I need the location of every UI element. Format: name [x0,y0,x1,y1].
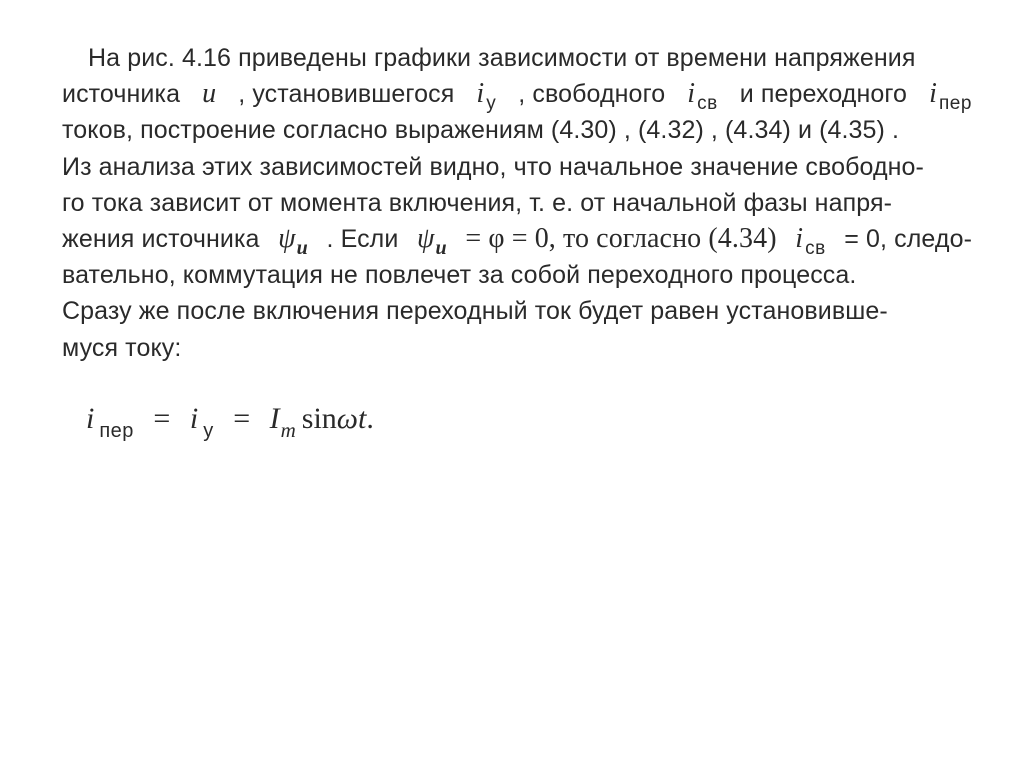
text-segment: и переходного [739,80,908,109]
paragraph [62,40,972,366]
symbol-psi: ψ [278,222,296,254]
symbol-i: i [86,402,95,435]
symbol-i: i [795,222,804,254]
symbol-u: u [202,78,217,110]
text-line-4 [62,149,972,185]
subscript: у [203,420,214,442]
text-line-8 [62,293,972,329]
argument: ωt [336,402,367,435]
text-segment: источника [62,80,181,109]
subscript: m [280,418,296,442]
symbol-i-steady [476,76,496,115]
subscript: св [805,237,826,259]
text-line-3-content: токов, построение согласно выражениям (4.30) , (4.32) , (4.34) и (4.35) . [62,116,900,145]
text-segment: = φ = 0, то согласно (4.34) [465,222,777,254]
text-line-2 [62,76,972,115]
text-segment: жения источника [62,224,260,253]
symbol-i: i [189,402,199,435]
symbol-i: i [476,78,485,110]
text-line-7-content: вательно, коммутация не повлечет за собой переходного процесса. [62,261,857,290]
symbol-i-free [687,76,717,115]
symbol-psi: ψ [417,222,435,254]
symbol-i: i [929,78,937,110]
symbol-im: I [269,402,280,435]
symbol-psi-u [278,221,308,259]
text-line-6 [62,221,972,257]
symbol-i: i [687,78,696,110]
text-line-1 [62,40,972,76]
text-line-3 [62,112,972,148]
equation [86,402,374,442]
text-segment: = 0, следо- [844,224,972,253]
subscript: u [435,236,447,259]
symbol-i-transient [929,76,972,115]
subscript: св [697,93,718,115]
equals-sign: = [153,402,171,435]
text-line-4-content: Из анализа этих зависимостей видно, что начальное значение свободно- [62,152,924,181]
text-line-1-content: На рис. 4.16 приведены графики зависимости от времени напряжения [88,44,916,72]
subscript: пер [938,93,972,115]
symbol-psi-u [417,221,447,259]
text-line-5 [62,185,972,221]
subscript: у [486,93,497,115]
text-line-9-content: муся току: [62,333,182,362]
text-line-9 [62,330,972,366]
subscript: u [296,236,308,259]
text-line-8-content: Сразу же после включения переходный ток будет равен установивше- [62,297,888,326]
period: . [366,402,374,435]
text-line-7 [62,257,972,293]
symbol-i-free [795,221,825,260]
text-segment: , установившегося [238,80,455,109]
function-sin: sin [301,402,337,435]
text-segment: , свободного [518,80,666,109]
subscript: пер [99,420,134,442]
text-line-5-content: го тока зависит от момента включения, т. е. от начальной фазы напря- [62,188,893,217]
equals-sign: = [233,402,251,435]
text-segment: . Если [326,224,399,253]
